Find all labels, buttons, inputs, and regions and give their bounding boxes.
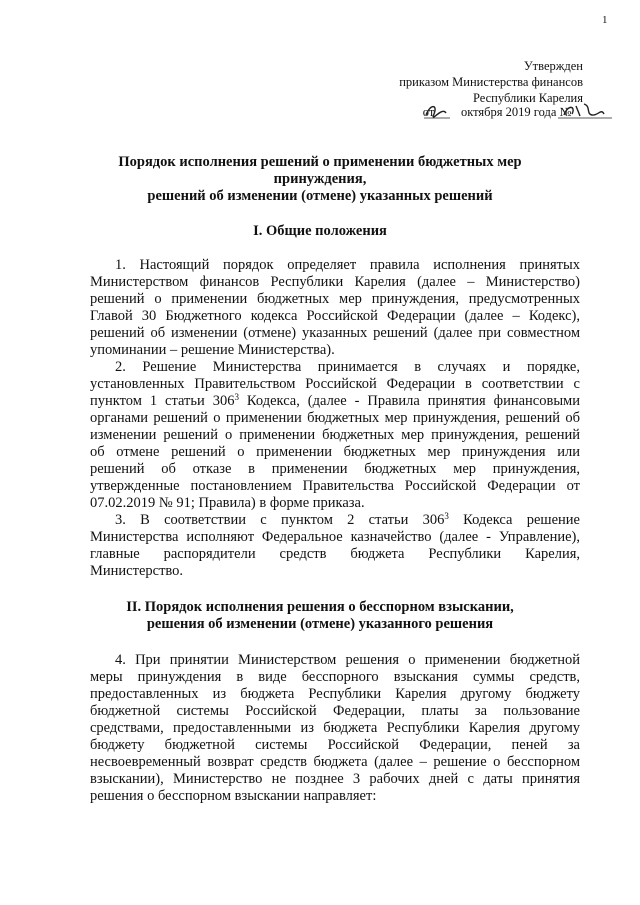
approval-from-label: от (422, 105, 435, 119)
p3-line-2: Министерства исполняют Федеральное казначейство (далее - Управление), (90, 529, 580, 545)
p2-line-5: изменении решений о применении бюджетных мер принуждения, решений (90, 427, 580, 443)
p3-superscript: 3 (444, 511, 449, 521)
p4-line-3: предоставленных из бюджета Республики Карелия другому бюджету (90, 686, 580, 702)
p1-line-5: решений об изменении (отмене) указанных решений (далее при совместном (90, 325, 580, 341)
approval-line-1: Утвержден (523, 59, 583, 73)
p3-line-4: Министерство. (90, 563, 184, 579)
p3-line-1-end: Кодекса решение (448, 512, 580, 528)
p4-line-7: несвоевременный возврат средств бюджета (далее – решение о бесспорном (90, 754, 580, 770)
p2-superscript: 3 (234, 392, 239, 402)
approval-line-2: приказом Министерства финансов (399, 75, 583, 89)
p2-line-2: установленных Правительством Российской Федерации в соответствии с (90, 376, 580, 392)
p1-line-6: упоминании – решение Министерства). (90, 342, 335, 358)
handwritten-marks (416, 98, 616, 122)
approval-line-3: Республики Карелия (472, 91, 583, 105)
p1-line-4: Главой 30 Бюджетного кодекса Российской Федерации (далее – Кодекс), (90, 308, 580, 324)
p1-line-3: решений о применении бюджетных мер принуждения, предусмотренных (90, 291, 580, 307)
title-line-3: решений об изменении (отмене) указанных решений (147, 188, 493, 204)
p3-line-1-start: 3. В соответствии с пунктом 2 статьи 306 (115, 512, 445, 528)
section-2-heading-line-1: II. Порядок исполнения решения о бесспорном взыскании, (126, 599, 514, 615)
p4-line-2: меры принуждения в виде бесспорного взыскания суммы средств, (90, 669, 580, 685)
title-line-1: Порядок исполнения решений о применении бюджетных мер (118, 154, 522, 170)
p3-line-1 (115, 512, 580, 529)
p1-line-2: Министерством финансов Республики Карелия (далее – Министерство) (90, 274, 580, 290)
section-1-heading: I. Общие положения (253, 223, 387, 239)
approval-date-text: октября 2019 года № (460, 105, 572, 119)
p2-line-4: органами решений о применении бюджетных мер принуждения, решений об (90, 410, 580, 426)
handwritten-day-stroke (426, 107, 446, 117)
p2-line-3-end: Кодекса, (далее - Правила принятия финансовыми (238, 393, 580, 409)
p4-line-8: взыскании), Министерство не позднее 3 рабочих дней с даты принятия (90, 771, 580, 787)
section-2-heading-line-2: решения об изменении (отмене) указанного решения (146, 616, 494, 632)
p3-line-3: главные распорядители средств бюджета Республики Карелия, (90, 546, 580, 562)
p4-line-9: решения о бесспорном взыскании направляет: (90, 788, 377, 804)
p2-line-7: решений об отказе в применении бюджетных мер принуждения, (90, 461, 580, 477)
handwritten-number-stroke (564, 104, 604, 116)
p2-line-8: утвержденные постановлением Правительства Российской Федерации от (90, 478, 580, 494)
p4-line-4: бюджетной системы Российской Федерации, платы за пользование (90, 703, 580, 719)
p2-line-3-start: пунктом 1 статьи 306 (90, 393, 235, 409)
p4-line-5: средствами, предоставленными из бюджета Республики Карелия другому (90, 720, 580, 736)
p2-line-3 (90, 393, 580, 410)
p4-line-6: бюджету бюджетной системы Российской Федерации, пеней за (90, 737, 580, 753)
p2-line-6: об отмене решений о применении бюджетных мер принуждения или (90, 444, 580, 460)
p2-line-9: 07.02.2019 № 91; Правила) в форме приказа. (90, 495, 365, 511)
p4-line-1: 4. При принятии Министерством решения о применении бюджетной (115, 652, 580, 668)
page-number: 1 (602, 14, 608, 26)
title-line-2: принуждения, (273, 171, 367, 187)
p2-line-1: 2. Решение Министерства принимается в случаях и порядке, (115, 359, 580, 375)
p1-line-1: 1. Настоящий порядок определяет правила исполнения принятых (115, 257, 580, 273)
